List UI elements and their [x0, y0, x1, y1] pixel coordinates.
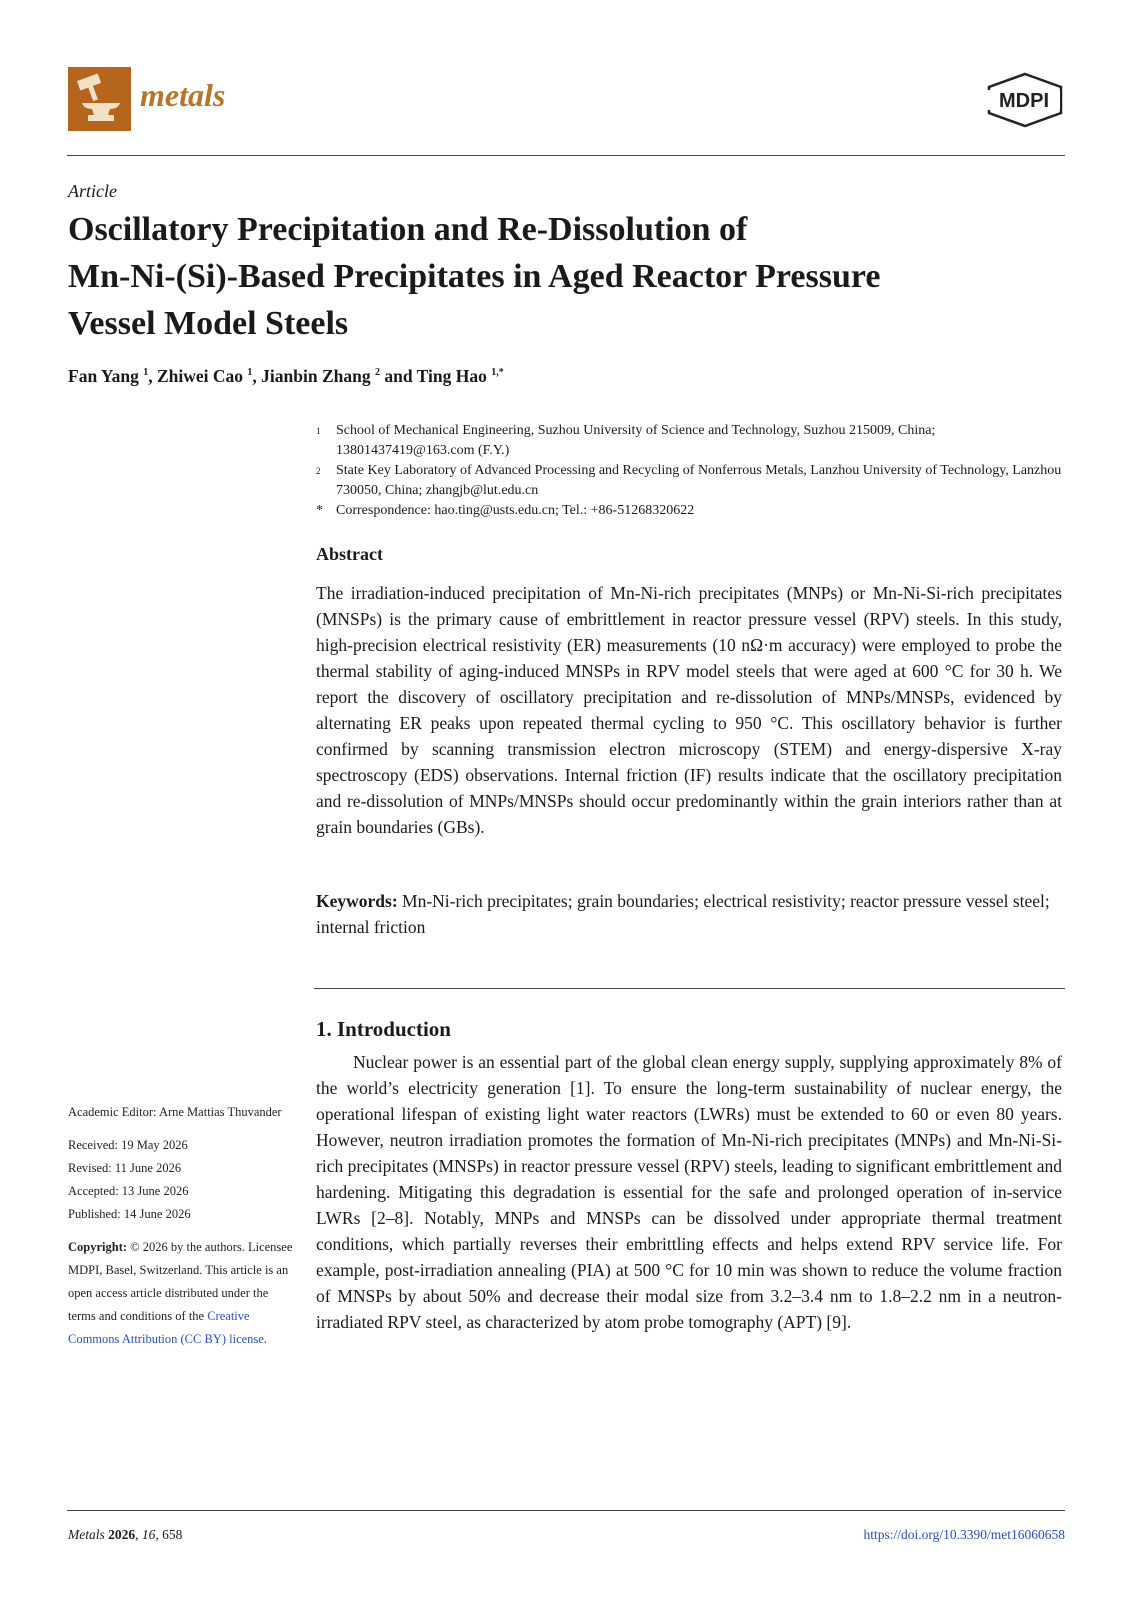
title-line: Vessel Model Steels	[68, 305, 349, 342]
author-separator: and	[379, 366, 417, 386]
author-separator: ,	[252, 366, 262, 386]
section-heading: 1. Introduction	[316, 1017, 451, 1041]
author-affiliation-mark: 1	[143, 367, 149, 379]
journal-logo	[68, 67, 131, 131]
copyright-notice	[68, 1236, 293, 1351]
received-date: Received: 19 May 2026	[68, 1138, 188, 1152]
article-type: Article	[68, 181, 117, 201]
publisher-name: MDPI	[999, 90, 1049, 112]
author-name[interactable]: Zhiwei Cao	[156, 366, 244, 386]
section-body: Nuclear power is an essential part of the global clean energy supply, supplying approximately 8% of the world’s electricity generation [1]. To ensure the long-term sustainability of nuclear energy, the operational lifespan of existing light water reactors (LWRs) must be extended to 60 or even 80 years. However, neutron irradiation promotes the formation of Mn-Ni-rich precipitates (MNPs) and Mn-Ni-Si-rich precipitates (MNSPs) in reactor pressure vessel (RPV) steels, leading to significant embrittlement and hardening. Mitigating this degradation is essential for the safe and prolonged operation of in-service LWRs [2–8]. Notably, MNPs and MNSPs can be dissolved under appropriate thermal treatment conditions, which partially reverses their embrittling effects and helps extend RPV service life. For example, post-irradiation annealing (PIA) at 500 °C for 10 min was shown to reduce the volume fraction of MNSPs by about 50% and decrease their modal size from 3.2–3.4 nm to 1.8–2.2 nm in a neutron-irradiated RPV steel, as characterized by atom probe tomography (APT) [9].	[316, 1052, 1062, 1332]
citation-year: 2026	[108, 1527, 136, 1542]
publisher-logo	[984, 71, 1066, 129]
article-title	[68, 206, 1028, 347]
published-date: Published: 14 June 2026	[68, 1207, 191, 1221]
dates-block	[68, 1134, 293, 1226]
citation-page: 658	[162, 1527, 183, 1542]
article-info-sidebar	[68, 1101, 293, 1361]
section-divider	[314, 988, 1065, 989]
affiliation-mark: 2	[316, 466, 321, 476]
citation-volume: 16	[141, 1527, 156, 1542]
copyright-text: © 2026 by the authors. Licensee MDPI, Basel, Switzerland. This article is an open access article distributed under the terms and conditions of the	[68, 1240, 293, 1323]
correspondence-mark: *	[316, 503, 323, 518]
anvil-hammer-icon	[68, 67, 131, 131]
academic-editor: Academic Editor: Arne Mattias Thuvander	[68, 1105, 282, 1119]
abstract-heading: Abstract	[316, 544, 383, 564]
copyright-end: .	[263, 1332, 267, 1346]
author-separator: ,	[148, 366, 157, 386]
title-line: Oscillatory Precipitation and Re-Dissolution of	[68, 211, 748, 248]
author-name[interactable]: Jianbin Zhang	[261, 366, 371, 386]
keywords	[316, 888, 1062, 940]
copyright-label: Copyright:	[68, 1240, 128, 1254]
citation-line: Metals 2026, 16, 658	[68, 1527, 183, 1542]
accepted-date: Accepted: 13 June 2026	[68, 1184, 189, 1198]
journal-name: metals	[140, 77, 226, 113]
affiliation-text: State Key Laboratory of Advanced Processing and Recycling of Nonferrous Metals, Lanzhou University of Technology, Lanzhou 730050, China; zhangjb@lut.edu.cn	[336, 463, 1062, 498]
correspondence-text: Correspondence: hao.ting@usts.edu.cn; Tel.: +86-51268320622	[336, 503, 695, 518]
author-list	[68, 366, 504, 387]
license-link[interactable]: Creative Commons Attribution (CC BY) license	[68, 1309, 264, 1346]
journal-abbrev: Metals	[68, 1527, 105, 1542]
header-divider	[67, 155, 1065, 156]
footer-divider	[67, 1510, 1065, 1511]
revised-date: Revised: 11 June 2026	[68, 1161, 182, 1175]
author-affiliation-mark: 1,*	[491, 367, 504, 379]
author-affiliation-mark: 2	[374, 367, 380, 379]
author-name[interactable]: Fan Yang	[68, 366, 139, 386]
keywords-list: Mn-Ni-rich precipitates; grain boundaries; electrical resistivity; reactor pressure vessel steel; internal friction	[316, 891, 1050, 937]
abstract-body: The irradiation-induced precipitation of Mn-Ni-rich precipitates (MNPs) or Mn-Ni-Si-rich precipitates (MNSPs) is the primary cause of embrittlement in reactor pressure vessel (RPV) steels. In this study, high-precision electrical resistivity (ER) measurements (10 nΩ·m accuracy) were employed to probe the thermal stability of aging-induced MNSPs in RPV model steels that were aged at 600 °C for 30 h. We report the discovery of oscillatory precipitation and re-dissolution of MNPs/MNSPs, evidenced by alternating ER peaks upon repeated thermal cycling to 950 °C. This oscillatory behavior is further confirmed by scanning transmission electron microscopy (STEM) and energy-dispersive X-ray spectroscopy (EDS) observations. Internal friction (IF) results indicate that the oscillatory precipitation and re-dissolution of MNPs/MNSPs should occur predominantly within the grain interiors rather than at grain boundaries (GBs).	[316, 583, 1062, 837]
keywords-label: Keywords:	[316, 891, 398, 911]
doi-link[interactable]: https://doi.org/10.3390/met16060658	[863, 1527, 1065, 1542]
author-name[interactable]: Ting Hao	[416, 366, 487, 386]
affiliation-mark: 1	[316, 426, 321, 436]
affiliation-text: School of Mechanical Engineering, Suzhou University of Science and Technology, Suzhou 215009, China; 13801437419@163.com (F.Y.)	[336, 423, 936, 458]
title-line: Mn-Ni-(Si)-Based Precipitates in Aged Reactor Pressure	[68, 258, 881, 295]
author-affiliation-mark: 1	[247, 367, 253, 379]
